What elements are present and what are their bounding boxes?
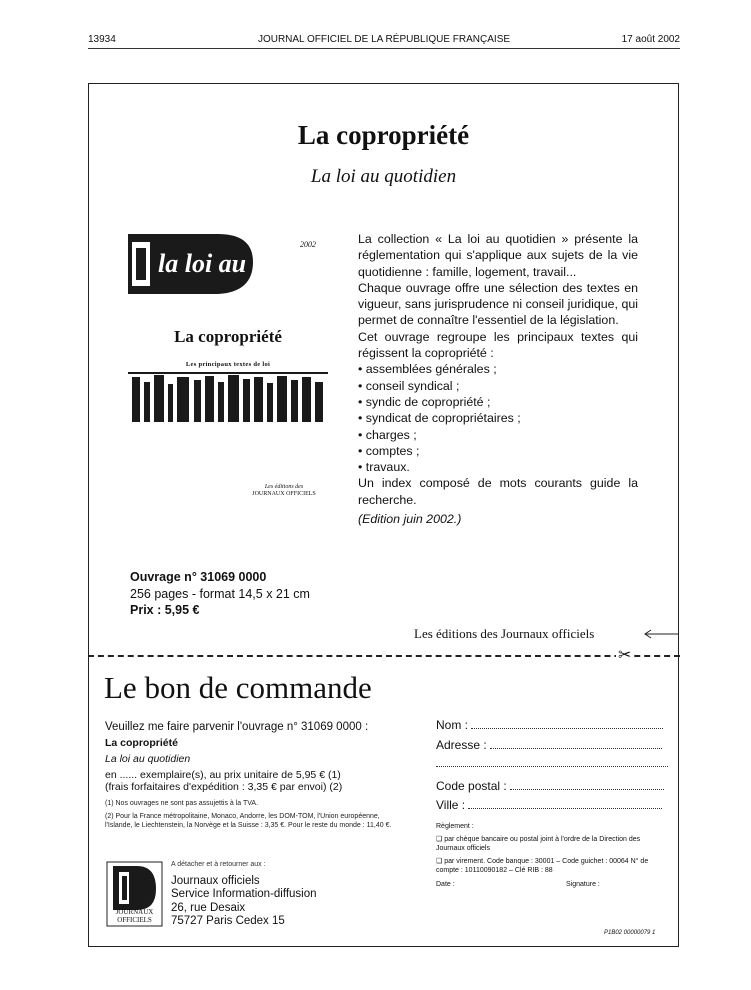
list-item: • syndic de copropriété ; (358, 394, 638, 410)
name-input[interactable] (471, 718, 663, 729)
cover-year: 2002 (300, 240, 316, 249)
cover-title: La copropriété (174, 327, 282, 346)
cover-subtitle: Les principaux textes de loi (185, 361, 271, 368)
payment-label: Règlement : (436, 823, 474, 830)
list-item: • comptes ; (358, 443, 638, 459)
journal-title: JOURNAL OFFICIEL DE LA RÉPUBLIQUE FRANÇAISE (257, 34, 511, 45)
city-field[interactable] (436, 798, 662, 812)
quantity-line[interactable]: en ...... exemplaire(s), au prix unitaire de 5,95 € (1) (105, 769, 341, 781)
order-form-left (105, 719, 405, 830)
date-signature-row (436, 880, 668, 889)
cover-publisher (240, 484, 328, 498)
cut-line (88, 655, 680, 657)
detach-note: A détacher et à retourner aux : (171, 861, 266, 868)
shipping-line: (frais forfaitaires d'expédition : 3,35 € par envoi) (2) (105, 781, 343, 793)
address-line: Journaux officiels (171, 874, 260, 887)
ouvrage-price: Prix : 5,95 € (130, 603, 200, 617)
payment-section (436, 822, 668, 889)
cover-publisher-line1: Les éditions des (264, 484, 304, 490)
address-line: 26, rue Desaix (171, 901, 246, 914)
header-rule (88, 48, 680, 49)
reference-code: P1B02 00000079 1 (604, 930, 656, 936)
address-line: Service Information-diffusion (171, 888, 317, 900)
address-input-line2[interactable] (436, 766, 668, 767)
editions-line: Les éditions des Journaux officiels (414, 626, 595, 641)
address-input[interactable] (490, 738, 662, 749)
payment-option-transfer[interactable]: ❏ par virement. Code banque : 30001 – Code guichet : 00064 N° de compte : 10110090182 – Clé RIB : 88 (436, 858, 649, 874)
footnote-2: (2) Pour la France métropolitaine, Monaco, Andorre, les DOM-TOM, l'Union européenne, l'Islande, le Liechtenstein, la Norvège et la Suisse : 3,35 €. Pour le reste du monde : 11,40 €. (105, 813, 392, 829)
order-intro: Veuillez me faire parvenir l'ouvrage n° 31069 0000 : (105, 721, 369, 733)
cover-publisher-line2: JOURNAUX OFFICIELS (252, 491, 316, 497)
ouvrage-info (130, 569, 310, 619)
ad-title: La copropriété (297, 120, 470, 150)
name-field[interactable] (436, 718, 663, 732)
list-item: • charges ; (358, 427, 638, 443)
return-address (171, 858, 317, 929)
desc-paragraph: La collection « La loi au quotidien » présente la réglementation qui s'applique aux sujets de la vie quotidienne : famille, logement, travail... (358, 232, 638, 279)
postal-code-field[interactable] (436, 779, 664, 793)
name-label: Nom : (436, 718, 469, 732)
address-line: 75727 Paris Cedex 15 (171, 915, 285, 927)
page-number: 13934 (88, 34, 116, 45)
arrow-left-icon (642, 628, 680, 640)
cover-series-text: la loi au Quotidien (158, 249, 360, 278)
topics-list (358, 361, 638, 475)
desc-paragraph: Chaque ouvrage offre une sélection des textes en vigueur, sans jurisprudence ni conseil juridique, qui permet de connaître l'essentiel de la législation. (358, 280, 638, 328)
postal-code-input[interactable] (510, 779, 664, 790)
desc-paragraph: Un index composé de mots courants guide la recherche. (358, 476, 638, 507)
ouvrage-number: Ouvrage n° 31069 0000 (130, 570, 267, 584)
edition-note: (Edition juin 2002.) (358, 512, 462, 527)
payment-option-cheque[interactable]: ❏ par chèque bancaire ou postal joint à l'ordre de la Direction des Journaux officiels (436, 836, 641, 852)
address-label: Adresse : (436, 738, 487, 752)
ad-subtitle: La loi au quotidien (310, 166, 457, 187)
list-item: • syndicat de copropriétaires ; (358, 410, 638, 426)
city-label: Ville : (436, 798, 466, 812)
logo-text: JOURNAUX OFFICIELS (115, 908, 154, 924)
ouvrage-format: 256 pages - format 14,5 x 21 cm (130, 586, 310, 601)
list-item: • travaux. (358, 459, 638, 475)
order-book-title: La copropriété (105, 737, 178, 749)
scissors-icon: ✂ (618, 647, 632, 664)
address-field[interactable] (436, 738, 662, 752)
issue-date: 17 août 2002 (621, 34, 680, 45)
footnote-1: (1) Nos ouvrages ne sont pas assujettis à la TVA. (105, 800, 259, 807)
order-book-subtitle: La loi au quotidien (105, 753, 191, 765)
list-item: • assemblées générales ; (358, 361, 638, 377)
desc-paragraph: Cet ouvrage regroupe les principaux textes qui régissent la copropriété : (358, 329, 638, 361)
description (358, 231, 638, 527)
order-heading: Le bon de commande (104, 670, 372, 705)
city-input[interactable] (468, 798, 662, 809)
signature-label[interactable]: Signature : (566, 881, 600, 888)
date-label[interactable]: Date : (436, 881, 455, 888)
list-item: • conseil syndical ; (358, 378, 638, 394)
postal-code-label: Code postal : (436, 779, 507, 793)
